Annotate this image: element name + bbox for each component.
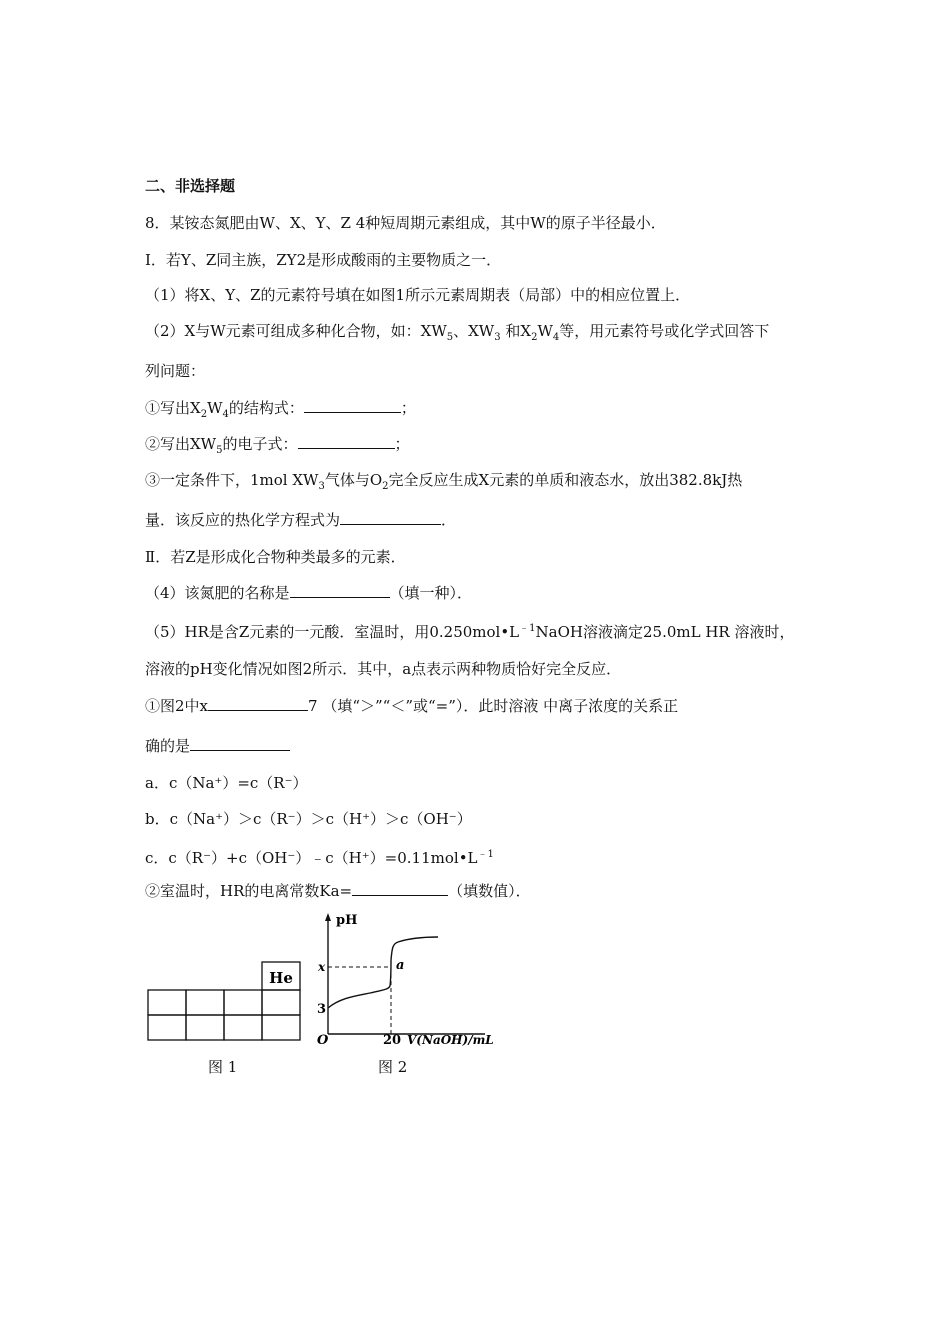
sub-question-5-1-continuation: 确的是: [145, 736, 290, 756]
answer-blank[interactable]: [298, 434, 395, 449]
question-2-continuation: 列问题：: [145, 362, 206, 380]
he-label: He: [269, 969, 293, 987]
section-title: 二、非选择题: [145, 177, 236, 195]
figure-2-titration-curve: [310, 910, 500, 1050]
point-a-label: a: [396, 958, 405, 973]
y-tick-3: 3: [317, 1002, 327, 1017]
question-4: （4）该氮肥的名称是 （填一种）．: [145, 584, 473, 602]
question-2: （2）X与W元素可组成多种化合物，如：$XW_5$、$XW_3$ 和$X_2W_4$等，用元素符号或化学式回答下: [145, 322, 770, 343]
question-5-continuation: 溶液的pH变化情况如图2所示．其中，a点表示两种物质恰好完全反应．: [145, 660, 622, 678]
answer-blank[interactable]: [190, 736, 290, 751]
sub-question-3-continuation: 量．该反应的热化学方程式为 ．: [145, 511, 457, 529]
y-axis-label: pH: [336, 913, 358, 928]
sub-question-5-1: ①图2中x 7 （填“＞”“＜”或“=”）．此时溶液 中离子浓度的关系正: [145, 697, 679, 715]
option-a: a．c（Na⁺）=c（R⁻）: [145, 774, 308, 792]
part-1-heading: Ⅰ．若Y、Z同主族，ZY2是形成酸雨的主要物质之一．: [145, 251, 502, 269]
answer-blank[interactable]: [304, 398, 401, 413]
option-b: b．c（Na⁺）＞c（R⁻）＞c（H⁺）＞c（OH⁻）: [145, 810, 472, 828]
titration-curve: [328, 937, 438, 1008]
answer-blank[interactable]: [208, 696, 308, 711]
origin-label: O: [317, 1033, 329, 1048]
sub-question-2: ②写出$XW_5$的电子式： ；: [145, 435, 410, 456]
answer-blank[interactable]: [290, 583, 390, 598]
figure-2-caption: 图 2: [378, 1058, 408, 1076]
question-5: （5）HR是含Z元素的一元酸．室温时，用$0.250mol•L^{﹣1}NaOH$溶液滴定25.0mL HR 溶液时，: [145, 623, 795, 641]
question-1: （1）将X、Y、Z的元素符号填在如图1所示元素周期表（局部）中的相应位置上．: [145, 286, 691, 304]
question-8-stem: 8．某铵态氮肥由W、X、Y、Z 4种短周期元素组成，其中W的原子半径最小．: [145, 214, 666, 232]
answer-blank[interactable]: [352, 881, 448, 896]
x-axis-label: V(NaOH)/mL: [407, 1033, 494, 1047]
x-tick-20: 20: [383, 1033, 402, 1048]
answer-blank[interactable]: [340, 510, 441, 525]
figure-1-caption: 图 1: [208, 1058, 238, 1076]
part-2-heading: Ⅱ．若Z是形成化合物种类最多的元素．: [145, 548, 406, 566]
figure-1-periodic-table: [145, 960, 305, 1042]
sub-question-1: ①写出$X_2W_4$的结构式： ；: [145, 399, 416, 420]
sub-question-5-2: ②室温时，HR的电离常数Ka= （填数值）．: [145, 882, 531, 900]
sub-question-3: ③一定条件下，1mol $XW_3$气体与$O_2$完全反应生成X元素的单质和液态水，放出382.8kJ热: [145, 471, 743, 492]
x-tick-label: x: [318, 960, 326, 974]
option-c: c．$c(R^-)+c(OH^-)﹣c(H^+)=0.11mol•L^{﹣1}$: [145, 849, 494, 867]
